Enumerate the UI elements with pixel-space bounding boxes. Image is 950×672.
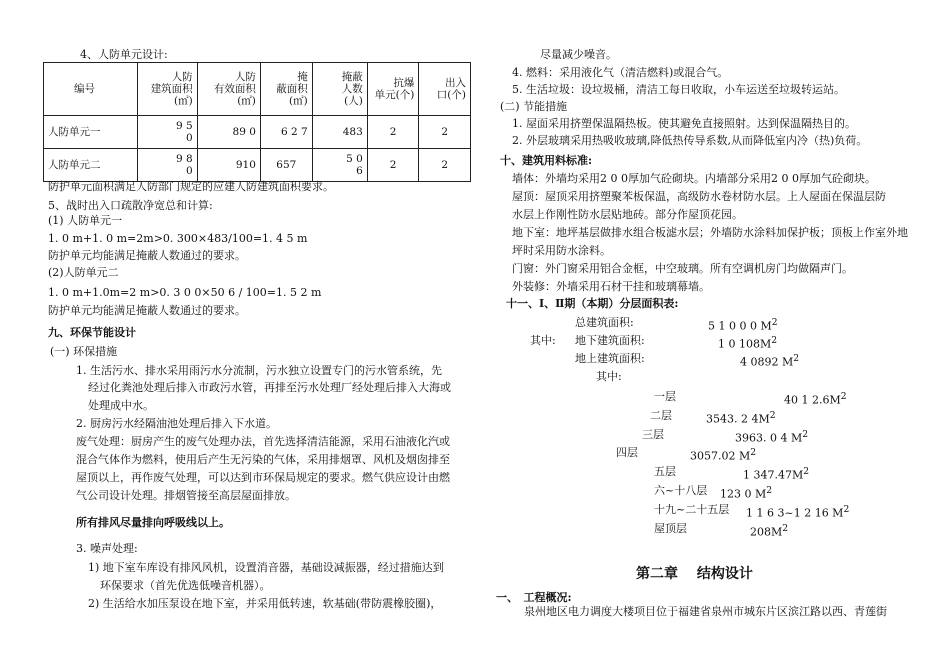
subsection-title: (一) 环保措施 xyxy=(50,345,118,358)
area-label: 总建筑面积: xyxy=(575,316,634,329)
text-line: 屋顶：屋顶采用挤塑聚苯板保温，高级防水卷材防水层。上人屋面在保温层防 xyxy=(512,190,886,203)
text-line: 经过化粪池处理后排入市政污水管，再排至污水处理厂经处理后排入大海或 xyxy=(88,381,451,394)
text-line: 门窗：外门窗采用铝合金框，中空玻璃。所有空调机房门均做隔声门。 xyxy=(512,262,853,275)
section-title: 十、建筑用料标准: xyxy=(500,154,593,167)
floor-label: 六~十八层 xyxy=(654,484,708,497)
text-line: 1. 屋面采用挤塑保温隔热板。使其避免直接照射。达到保温隔热目的。 xyxy=(512,117,856,130)
floor-value: $208M^2$ xyxy=(750,523,789,539)
table-cell: 人防单元二 xyxy=(44,149,138,182)
floor-value: 3963. 0 4 $M^2$ xyxy=(735,429,809,445)
floor-label: 屋顶层 xyxy=(654,522,687,535)
area-label: 其中: xyxy=(530,334,556,347)
floor-value: 1 $347.47M^2$ xyxy=(743,466,810,482)
table-cell: 910 xyxy=(197,149,260,182)
table-cell: 6 2 7 xyxy=(260,116,312,149)
text-line: 尽量减少噪音。 xyxy=(540,48,617,61)
text-line: 2. 外层玻璃采用热吸收玻璃,降低热传导系数,从而降低室内冷（热)负荷。 xyxy=(512,134,868,147)
text-line: 5、战时出入口疏散净宽总和计算: xyxy=(48,199,213,212)
area-label: 地下建筑面积: xyxy=(575,334,645,347)
table-cell: 89 0 xyxy=(197,116,260,149)
floor-value: 3057.02 $M^2$ xyxy=(690,447,757,463)
text-line: 泉州地区电力调度大楼项目位于福建省泉州市城东片区滨江路以西、青莲街 xyxy=(524,605,887,618)
section-title: 九、环保节能设计 xyxy=(48,326,136,339)
text-line: 4. 燃料：采用液化气（清洁燃料)或混合气。 xyxy=(512,66,729,79)
text-line: 1. 0 m+1. 0 m=2m>0. 300×483/100=1. 4 5 m xyxy=(48,232,308,245)
text-line: 废气处理：厨房产生的废气处理办法，首先选择清洁能源，采用石油液化汽或 xyxy=(76,435,450,448)
area-label: 其中: xyxy=(596,370,622,383)
area-value: 1 0 $108M^2$ xyxy=(718,335,778,351)
floor-label: 五层 xyxy=(654,465,676,478)
text-line: 1. 0 m+1.0m=2 m>0. 3 0 0×50 6 / 100=1. 5 2 m xyxy=(48,286,322,299)
table-title: 4、人防单元设计: xyxy=(80,48,168,61)
text-line: 外装修：外墙采用石材干挂和玻璃幕墙。 xyxy=(512,280,710,293)
text-line: (2)人防单元二 xyxy=(48,266,119,279)
table-cell: 2 xyxy=(367,149,419,182)
col-header-effective: 人防 有效面积 (㎡) xyxy=(197,63,260,116)
table-cell: 2 xyxy=(419,116,471,149)
area-value: 5 1 0 0 0 $M^2$ xyxy=(708,317,778,333)
text-line: 1) 地下室车库设有排风风机，设置消音器，基础设减振器，经过措施达到 xyxy=(88,561,444,574)
table-cell: 2 xyxy=(367,116,419,149)
floor-label: 二层 xyxy=(650,409,672,422)
floor-value: 123 0 $M^2$ xyxy=(720,485,773,501)
text-line: 防护单元均能满足掩蔽人数通过的要求。 xyxy=(48,249,246,262)
text-line: 坪时采用防水涂料。 xyxy=(512,244,611,257)
text-line: 3. 噪声处理: xyxy=(76,542,138,555)
text-line: 所有排风尽量排向呼吸线以上。 xyxy=(76,516,230,529)
col-header-people: 掩蔽 人数 (人) xyxy=(312,63,367,116)
text-line: 气公司设计处理。排烟管接至高层屋面排放。 xyxy=(76,489,296,502)
text-line: 防护单元均能满足掩蔽人数通过的要求。 xyxy=(48,304,246,317)
col-header-blast-units: 抗爆 单元(个) xyxy=(367,63,419,116)
table-cell: 9 8 0 xyxy=(137,149,197,182)
col-header-area: 人防 建筑面积 (㎡) xyxy=(137,63,197,116)
text-line: 混合气体作为燃料，使用后产生无污染的气体，采用排烟罩、风机及烟囱排至 xyxy=(76,453,450,466)
floor-label: 三层 xyxy=(642,428,664,441)
col-header-id: 编号 xyxy=(44,63,138,116)
table-cell: 9 5 0 xyxy=(137,116,197,149)
floor-label: 十九~二十五层 xyxy=(654,503,730,516)
table-cell: 2 xyxy=(419,149,471,182)
table-header-row xyxy=(44,63,471,116)
text-line: 2. 厨房污水经隔油池处理后排入下水道。 xyxy=(76,417,277,430)
text-line: 防护单元面积满足人防部门规定的应建人防建筑面积要求。 xyxy=(48,180,334,193)
floor-label: 一层 xyxy=(654,390,676,403)
table-cell: 657 xyxy=(260,149,312,182)
text-line: 5. 生活垃圾：设垃圾桶，清洁工每日收取，小车运送至垃圾转运站。 xyxy=(512,83,845,96)
text-line: 墙体：外墙均采用2 0 0厚加气砼砌块。内墙部分采用2 0 0厚加气砼砌块。 xyxy=(512,172,876,185)
text-line: 处理成中水。 xyxy=(88,399,154,412)
table-cell: 人防单元一 xyxy=(44,116,138,149)
table-row xyxy=(44,116,471,149)
section-title: 十一、Ⅰ、Ⅱ期（本期）分层面积表: xyxy=(506,297,679,310)
text-line: 屋顶以上，再作废气处理，可以达到市环保局规定的要求。燃气供应设计由燃 xyxy=(76,471,450,484)
text-line: 水层上作刚性防水层贴地砖。部分作屋顶花园。 xyxy=(512,208,743,221)
chapter-title: 第二章 结构设计 xyxy=(636,566,753,582)
col-header-exits: 出入 口(个) xyxy=(419,63,471,116)
floor-value: 3543. 2 $4M^2$ xyxy=(706,410,776,426)
text-line: 环保要求（首先优选低噪音机器）。 xyxy=(100,579,271,592)
table-row xyxy=(44,149,471,182)
area-value: 4 0892 $M^2$ xyxy=(740,353,800,369)
civil-defense-table xyxy=(43,62,471,182)
table-cell: 5 0 6 xyxy=(312,149,367,182)
table-cell: 483 xyxy=(312,116,367,149)
floor-value: 40 1 $2.6M^2$ xyxy=(784,391,847,407)
subsection-title: (二) 节能措施 xyxy=(500,100,568,113)
floor-label: 四层 xyxy=(616,446,638,459)
section-title: 一、 工程概况: xyxy=(496,591,572,604)
floor-value: 1 1 6 3~1 2 16 $M^2$ xyxy=(746,504,850,520)
col-header-shelter-area: 掩 蔽面积 (㎡) xyxy=(260,63,312,116)
text-line: (1) 人防单元一 xyxy=(48,214,123,227)
area-label: 地上建筑面积: xyxy=(575,352,645,365)
text-line: 地下室：地坪基层做排水组合板滤水层；外墙防水涂料加保护板；顶板上作室外地 xyxy=(512,226,908,239)
text-line: 2) 生活给水加压泵设在地下室，并采用低转速，软基础(带防震橡胶圈)， xyxy=(88,597,442,610)
text-line: 1. 生活污水、排水采用雨污水分流制，污水独立设置专门的污水管系统，先 xyxy=(76,364,442,377)
